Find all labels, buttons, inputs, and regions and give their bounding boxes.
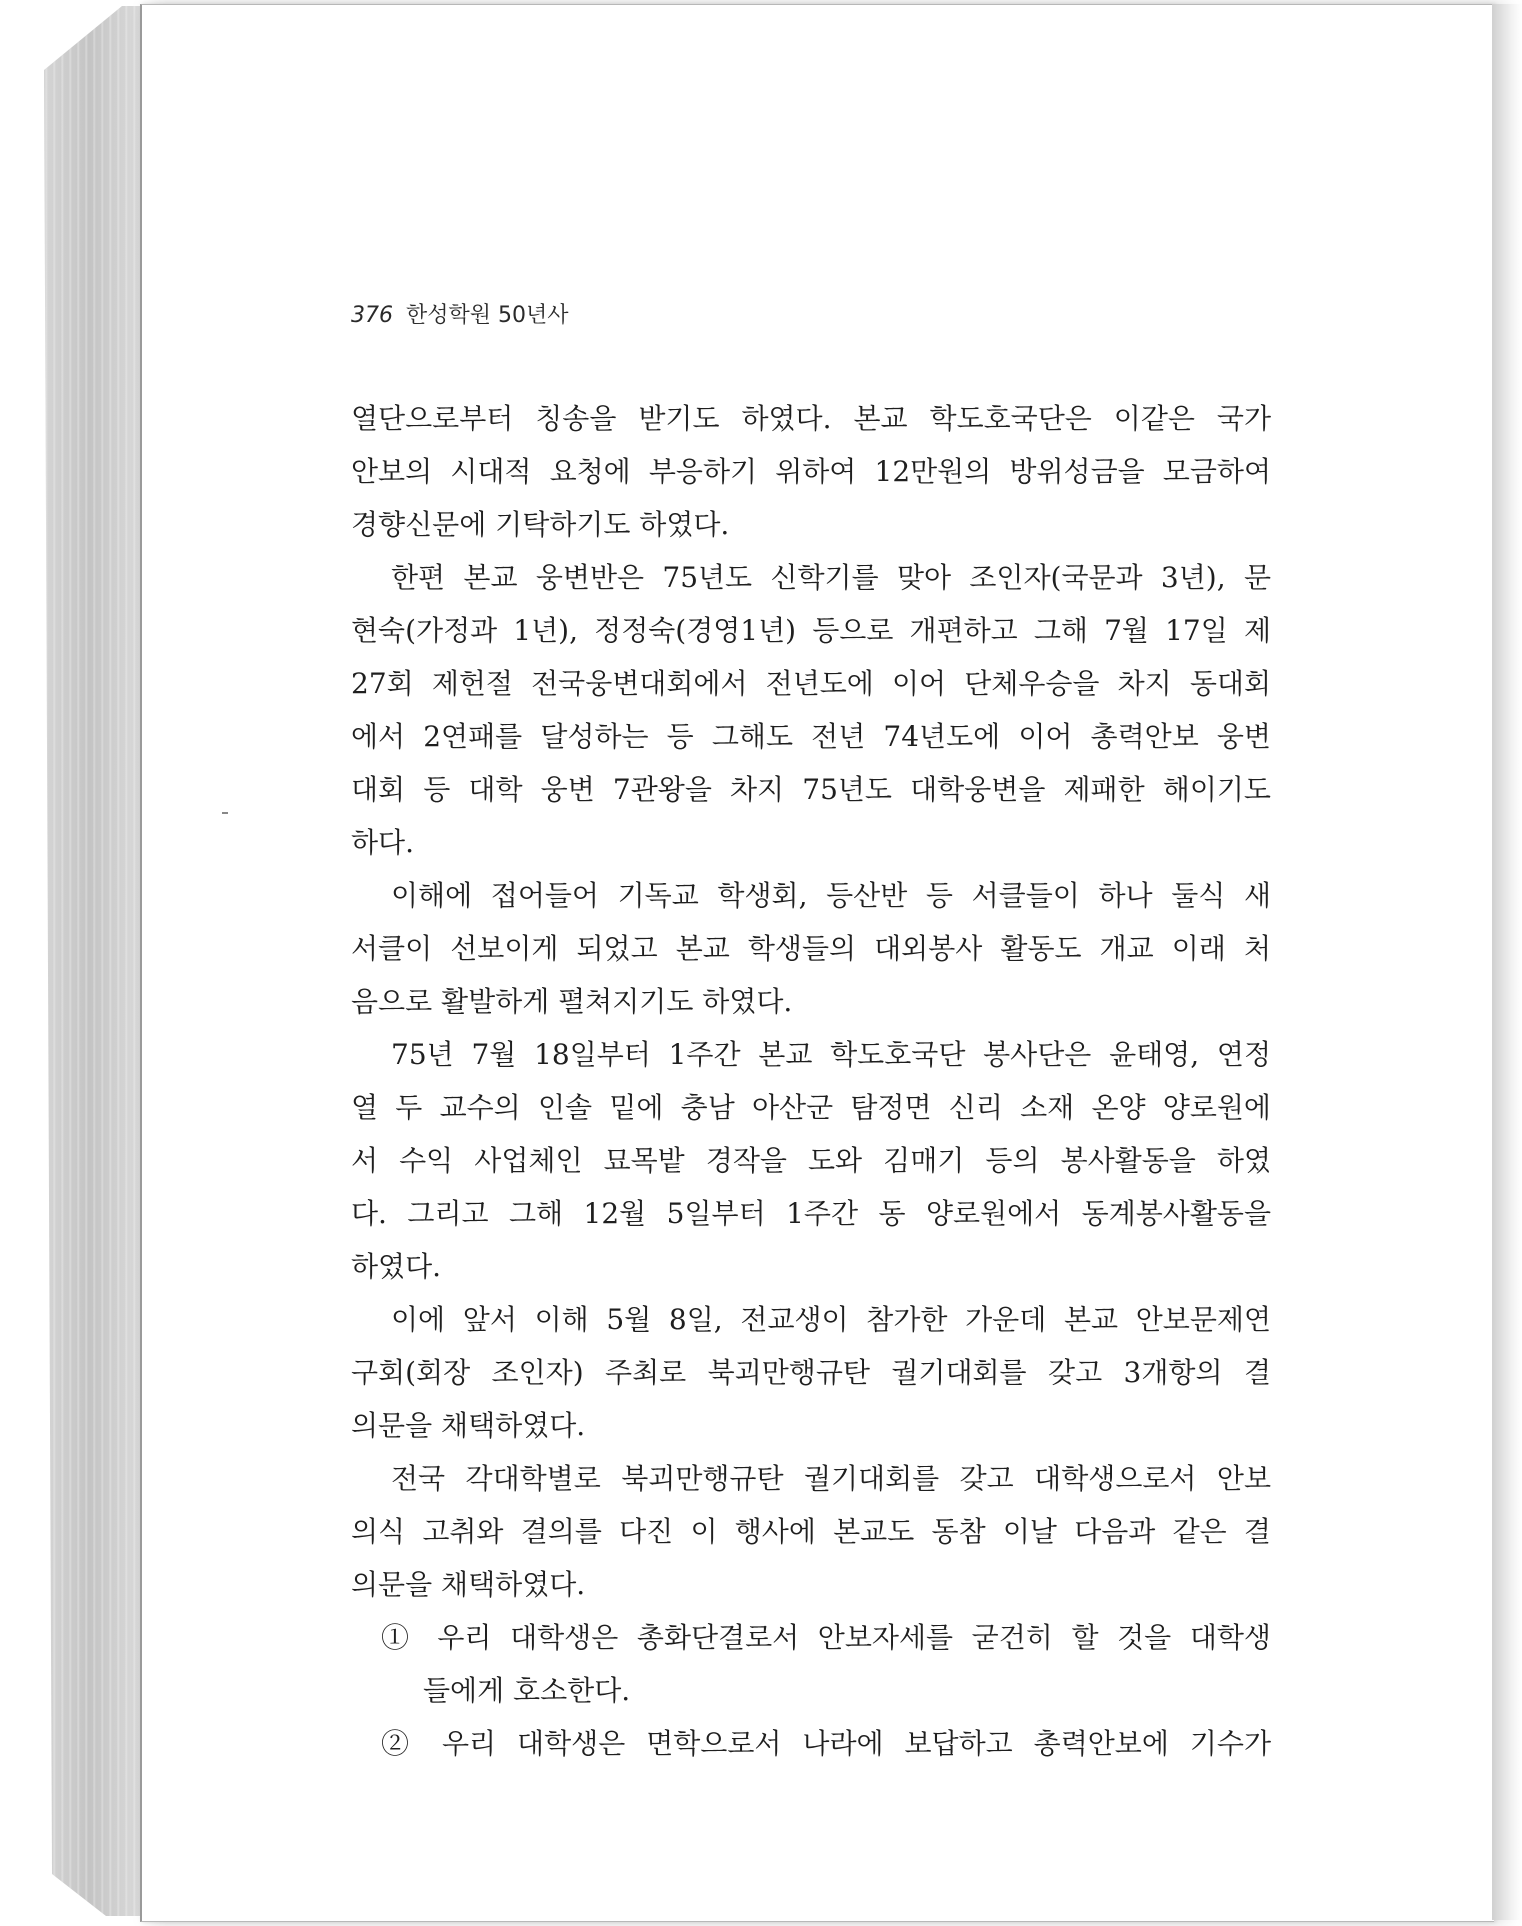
text-line: 음으로 활발하게 펼쳐지기도 하였다. [351,985,793,1018]
text-line: 27회 제헌절 전국웅변대회에서 전년도에 이어 단체우승을 차지 동대회 [351,667,1271,700]
text-line: 서 수익 사업체인 묘목밭 경작을 도와 김매기 등의 봉사활동을 하였 [351,1144,1271,1177]
text-line: 하였다. [351,1250,442,1283]
text-line: 열 두 교수의 인솔 밑에 충남 아산군 탐정면 신리 소재 온양 양로원에 [351,1091,1271,1124]
text-line: 의식 고취와 결의를 다진 이 행사에 본교도 동참 이날 다음과 같은 결 [351,1515,1271,1548]
text-line: 의문을 채택하였다. [351,1568,586,1601]
text-line: 현숙(가정과 1년), 정정숙(경영1년) 등으로 개편하고 그해 7월 17일 제 [351,614,1271,647]
text-line: 전국 각대학별로 북괴만행규탄 궐기대회를 갖고 대학생으로서 안보 [391,1462,1271,1495]
text-line: 이에 앞서 이해 5월 8일, 전교생이 참가한 가운데 본교 안보문제연 [391,1303,1271,1336]
page-stack-lines [0,6,150,1916]
list-item: ① 우리 대학생은 총화단결로서 안보자세를 굳건히 할 것을 대학생 [381,1621,1271,1654]
text-line: 대회 등 대학 웅변 7관왕을 차지 75년도 대학웅변을 제패한 해이기도 [351,773,1271,806]
text-line: 에서 2연패를 달성하는 등 그해도 전년 74년도에 이어 총력안보 웅변 [351,720,1271,753]
list-item: ② 우리 대학생은 면학으로서 나라에 보답하고 총력안보에 기수가 [381,1727,1271,1760]
text-line: 이해에 접어들어 기독교 학생회, 등산반 등 서클들이 하나 둘식 새 [391,879,1271,912]
text-line: 한편 본교 웅변반은 75년도 신학기를 맞아 조인자(국문과 3년), 문 [391,561,1271,594]
page-right-shadow [1492,4,1522,1920]
text-line: 의문을 채택하였다. [351,1409,586,1442]
running-header [351,298,569,329]
text-line: 안보의 시대적 요청에 부응하기 위하여 12만원의 방위성금을 모금하여 [351,455,1271,488]
list-item-continuation: 들에게 호소한다. [423,1674,631,1707]
text-line: 다. 그리고 그해 12월 5일부터 1주간 동 양로원에서 동계봉사활동을 [351,1197,1271,1230]
stray-mark [222,812,228,814]
text-line: 하다. [351,826,414,859]
text-line: 열단으로부터 칭송을 받기도 하였다. 본교 학도호국단은 이같은 국가 [351,402,1271,435]
page-number: 376 [351,303,393,328]
body-text [351,392,1271,1770]
book-title: 한성학원 50년사 [406,303,569,328]
text-line: 75년 7월 18일부터 1주간 본교 학도호국단 봉사단은 윤태영, 연정 [391,1038,1271,1071]
text-line: 구회(회장 조인자) 주최로 북괴만행규탄 궐기대회를 갖고 3개항의 결 [351,1356,1271,1389]
text-line: 서클이 선보이게 되었고 본교 학생들의 대외봉사 활동도 개교 이래 처 [351,932,1271,965]
text-line: 경향신문에 기탁하기도 하였다. [351,508,730,541]
